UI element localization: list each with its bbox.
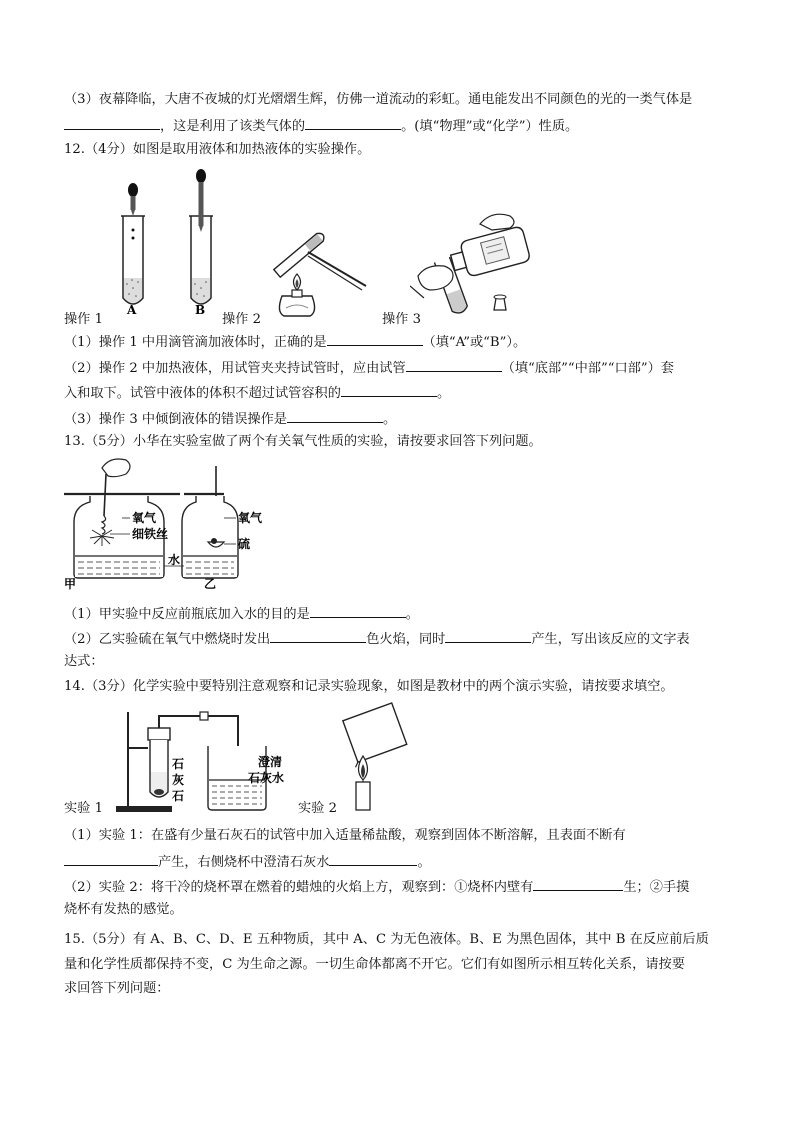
q14-sub1-line2 (64, 851, 431, 873)
q12-stem (64, 140, 370, 160)
answer-blank[interactable] (310, 603, 406, 618)
q15-text-2: 量和化学性质都保持不变，C 为生命之源。一切生命体都离不开它。它们有如图所示相互转化关系，请按要 (64, 957, 685, 972)
label-a: A (127, 303, 137, 317)
label-sulfur: 硫 (238, 537, 251, 551)
label-limestone-3: 石 (172, 789, 185, 803)
q12-operation1-figure (105, 168, 225, 318)
answer-blank[interactable] (64, 851, 158, 866)
q12-op1-caption: 操作 1 (64, 312, 103, 327)
q13-figure (64, 456, 294, 596)
label-oxygen-2: 氧气 (238, 511, 263, 525)
answer-blank[interactable] (329, 851, 417, 866)
q13-sub2-text-d: 达式： (64, 654, 104, 669)
q12-sub1 (64, 331, 526, 353)
q15-line2 (64, 955, 685, 975)
answer-blank[interactable] (327, 331, 423, 346)
q11-part3-text-a: （3）夜幕降临，大唐不夜城的灯光熠熠生辉，仿佛一道流动的彩虹。通电能发出不同颜色的光的一类气体是 (64, 92, 693, 107)
q14-sub2-text-a: （2）实验 2：将干冷的烧杯罩在燃着的蜡烛的火焰上方，观察到：①烧杯内壁有 (64, 880, 534, 895)
q15-text-3: 求回答下列问题： (64, 981, 170, 996)
q12-sub2-text-b: （填“底部”“中部”“口部”）套 (501, 361, 674, 376)
q14-experiment1-figure (112, 702, 302, 816)
q12-sub2-text-a: （2）操作 2 中加热液体，用试管夹夹持试管时，应由试管 (64, 361, 406, 376)
q12-sub1-text-b: （填“A”或“B”）。 (422, 335, 527, 350)
answer-blank[interactable] (287, 408, 383, 423)
q13-stem (64, 432, 542, 452)
q12-sub2-text-d: 。 (436, 386, 451, 401)
q11-part3-text-b: ，这是利用了该类气体的 (160, 119, 306, 134)
q14-sub1-line1 (64, 826, 626, 846)
q11-part3-line1 (64, 90, 692, 110)
q14-stem-text: 14.（3分）化学实验中要特别注意观察和记录实验现象，如图是教材中的两个演示实验，请按要求填空。 (64, 679, 674, 694)
q13-sub2-text-a: （2）乙实验硫在氧气中燃烧时发出 (64, 632, 271, 647)
q12-sub1-text-a: （1）操作 1 中用滴管滴加液体时，正确的是 (64, 335, 327, 350)
q14-exp2-caption: 实验 2 (298, 801, 337, 816)
q12-op2-caption: 操作 2 (222, 312, 261, 327)
q12-sub2-line1 (64, 357, 674, 379)
answer-blank[interactable] (533, 876, 623, 891)
q12-sub3-text-a: （3）操作 3 中倾倒液体的错误操作是 (64, 412, 287, 427)
q14-sub1-text-c: 。 (417, 855, 431, 870)
q13-sub1-text-a: （1）甲实验中反应前瓶底加入水的目的是 (64, 607, 310, 622)
label-yi: 乙 (204, 577, 217, 591)
q14-exp1-caption: 实验 1 (64, 801, 103, 816)
q14-sub1-text-b: 产生，右侧烧杯中澄清石灰水 (158, 855, 330, 870)
q12-stem-text: 12.（4分）如图是取用液体和加热液体的实验操作。 (64, 142, 371, 157)
q12-sub2-text-c: 入和取下。试管中液体的体积不超过试管容积的 (64, 386, 341, 401)
q13-sub2-line2 (64, 652, 104, 672)
label-limestone-2: 灰 (172, 773, 185, 787)
q12-sub2-line2 (64, 382, 450, 404)
q14-sub2-line1 (64, 876, 689, 898)
q12-operation2-figure (262, 212, 372, 322)
q15-text-1: 15.（5分）有 A、B、C、D、E 五种物质，其中 A、C 为无色液体。B、E 为黑色固体，其中 B 在反应前后质 (64, 932, 709, 947)
label-jia: 甲 (64, 577, 77, 591)
label-limewater-2: 石灰水 (248, 771, 285, 785)
q14-sub1-text-a: （1）实验 1：在盛有少量石灰石的试管中加入适量稀盐酸，观察到固体不断溶解，且表面不断有 (64, 828, 626, 843)
label-limestone-1: 石 (172, 757, 185, 771)
q13-sub1 (64, 603, 419, 625)
answer-blank[interactable] (270, 628, 366, 643)
q13-sub1-text-b: 。 (405, 607, 419, 622)
q13-stem-text: 13.（5分）小华在实验室做了两个有关氧气性质的实验，请按要求回答下列问题。 (64, 434, 542, 449)
answer-blank[interactable] (406, 357, 502, 372)
label-iron-wire: 细铁丝 (132, 527, 169, 541)
q12-op3-caption: 操作 3 (382, 312, 421, 327)
q14-sub2-text-c: 烧杯有发热的感觉。 (64, 902, 183, 917)
q11-part3-line2 (64, 115, 578, 137)
answer-blank[interactable] (341, 382, 437, 397)
q13-sub2-text-c: 产生，写出该反应的文字表 (531, 632, 690, 647)
answer-blank[interactable] (305, 115, 401, 130)
q14-sub2-line2 (64, 900, 183, 920)
q12-sub3 (64, 408, 396, 430)
q14-stem (64, 677, 674, 697)
q13-sub2-line1 (64, 628, 690, 650)
q12-operation3-figure (410, 206, 550, 318)
q13-sub2-text-b: 色火焰，同时 (366, 632, 446, 647)
q14-sub2-text-b: 生；②手摸 (623, 880, 690, 895)
label-limewater-1: 澄清 (258, 755, 283, 769)
q12-sub3-text-b: 。 (382, 412, 397, 427)
q15-line1 (64, 930, 709, 950)
label-b: B (195, 303, 206, 317)
q15-line3 (64, 979, 170, 999)
label-water: 水 (168, 553, 181, 567)
answer-blank[interactable] (64, 115, 160, 130)
answer-blank[interactable] (445, 628, 531, 643)
q14-experiment2-figure (336, 700, 416, 814)
label-oxygen-1: 氧气 (132, 511, 157, 525)
q11-part3-text-c: 。(填“物理”或“化学”）性质。 (401, 119, 579, 134)
